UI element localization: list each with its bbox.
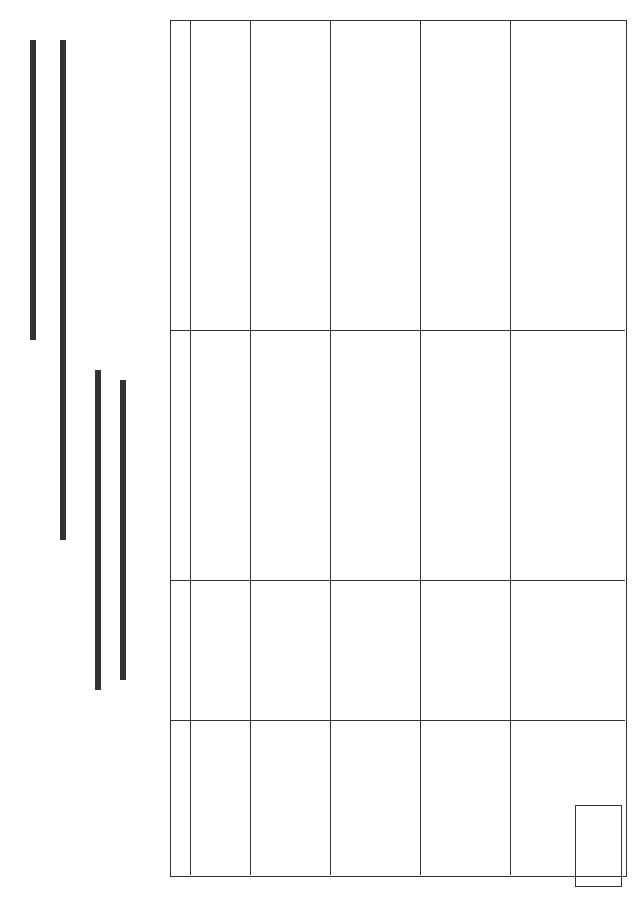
text-block bbox=[60, 40, 66, 540]
code-box bbox=[575, 805, 622, 887]
table-rule bbox=[420, 20, 421, 875]
table-rule bbox=[170, 720, 625, 721]
table-rule bbox=[510, 20, 511, 875]
table-rule bbox=[330, 20, 331, 875]
text-block bbox=[95, 370, 101, 690]
table-rule bbox=[170, 580, 625, 581]
table-rule bbox=[190, 20, 191, 875]
table-rule bbox=[250, 20, 251, 875]
text-block bbox=[30, 40, 36, 340]
table-frame bbox=[170, 20, 627, 877]
text-block bbox=[120, 380, 126, 680]
table-rule bbox=[170, 330, 625, 331]
